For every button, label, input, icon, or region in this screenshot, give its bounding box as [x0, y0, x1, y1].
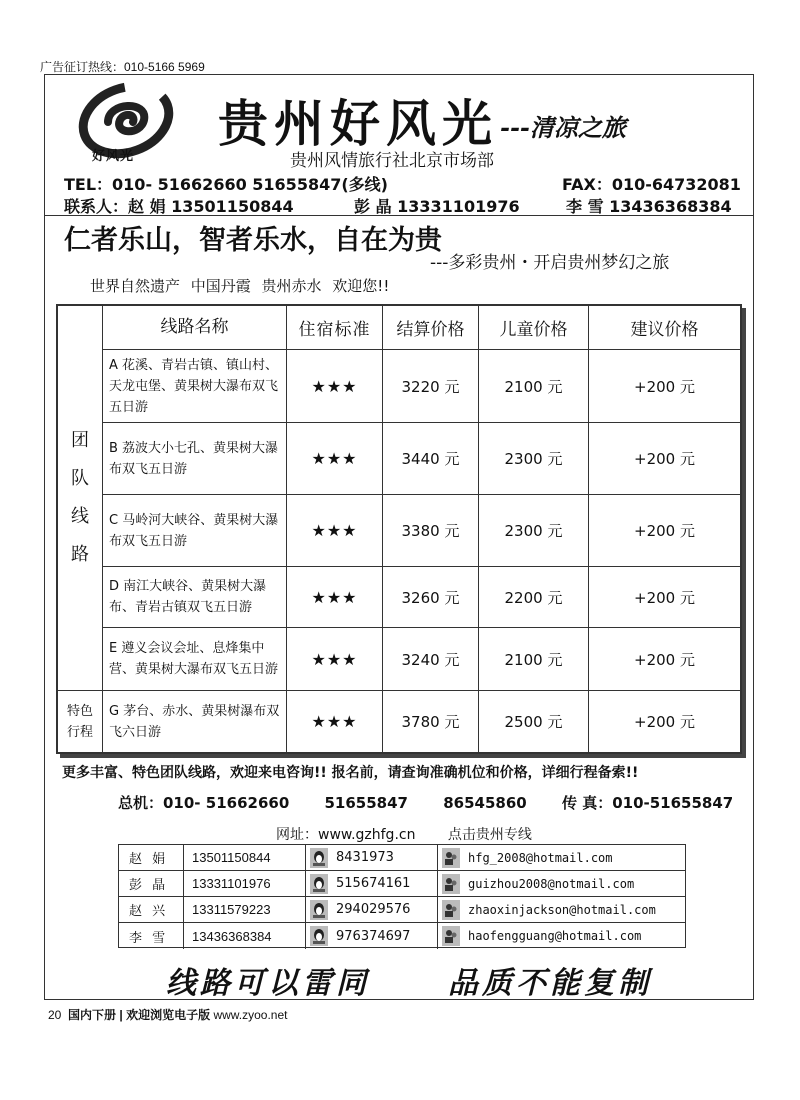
contact-mobile: 13501150844: [183, 845, 305, 870]
route-name: A 花溪、青岩古镇、镇山村、天龙屯堡、黄果树大瀑布双飞五日游: [102, 350, 286, 422]
route-name: D 南江大峡谷、黄果树大瀑布、青岩古镇双飞五日游: [102, 567, 286, 627]
msn-user-icon: [442, 874, 460, 894]
route-price-table: [56, 304, 742, 754]
msn-user-icon: [442, 926, 460, 946]
footer-separator: |: [119, 1008, 123, 1022]
page-number: 20: [48, 1008, 62, 1022]
contact-row: [119, 897, 685, 923]
contact-qq: 515674161: [305, 871, 437, 896]
telephone-line: TEL：010- 51662660 51655847(多线): [64, 175, 388, 194]
contact-table: [118, 844, 686, 948]
accommodation-stars: ★★★: [286, 628, 382, 690]
suggested-price: +200 元: [588, 567, 740, 627]
footer-label: 欢迎浏览电子版: [126, 1008, 211, 1022]
contact-name: 彭 晶: [129, 878, 169, 893]
contact-mobile: 13311579223: [183, 897, 305, 922]
contact-person-1: 联系人：赵 娟 13501150844: [64, 197, 294, 216]
qq-penguin-icon: [310, 874, 328, 894]
contact-name: 赵 兴: [129, 904, 169, 919]
qq-penguin-icon: [310, 900, 328, 920]
footer-section: 国内下册: [68, 1008, 117, 1022]
contact-email: hfg_2008@hotmail.com: [437, 845, 685, 870]
phone-numbers: [118, 792, 763, 813]
page-footer: [48, 1006, 288, 1023]
settlement-price: 3260 元: [382, 567, 478, 627]
msn-user-icon: [442, 900, 460, 920]
settlement-price: 3240 元: [382, 628, 478, 690]
fax-line: FAX：010-64732081: [562, 175, 741, 194]
main-phone: 总机：010- 51662660: [118, 794, 290, 812]
route-name: B 荔波大小七孔、黄果树大瀑布双飞五日游: [102, 423, 286, 494]
qq-penguin-icon: [310, 848, 328, 868]
suggested-price: +200 元: [588, 423, 740, 494]
route-name: E 遵义会议会址、息烽集中营、黄果树大瀑布双飞五日游: [102, 628, 286, 690]
header-child-price: 儿童价格: [478, 306, 588, 349]
brand-title: 贵州好风光: [218, 94, 498, 153]
header-suggested-price: 建议价格: [588, 306, 740, 349]
brand-subtitle: ---清凉之旅: [500, 113, 626, 142]
contact-name: 李 雪: [129, 930, 169, 946]
contact-mobile: 13436368384: [183, 923, 305, 949]
child-price: 2300 元: [478, 423, 588, 494]
contact-mobile: 13331101976: [183, 871, 305, 896]
settlement-price: 3220 元: [382, 350, 478, 422]
child-price: 2500 元: [478, 691, 588, 752]
contact-email: guizhou2008@notmail.com: [437, 871, 685, 896]
contact-row: [119, 871, 685, 897]
website-line: [276, 824, 532, 844]
contact-email: haofengguang@hotmail.com: [437, 923, 685, 949]
suggested-price: +200 元: [588, 350, 740, 422]
contact-qq: 8431973: [305, 845, 437, 870]
contact-person-2: 彭 晶 13331101976: [354, 197, 520, 216]
website-link-label[interactable]: 点击贵州专线: [447, 827, 532, 843]
qq-penguin-icon: [310, 926, 328, 946]
slogan-tags: 世界自然遗产 中国丹霞 贵州赤水 欢迎您!!: [90, 277, 390, 295]
child-price: 2100 元: [478, 350, 588, 422]
agency-name: 贵州风情旅行社北京市场部: [290, 151, 494, 171]
table-row: [102, 423, 740, 495]
phone-3: 86545860: [443, 794, 527, 812]
contact-name: 赵 娟: [129, 852, 169, 867]
ad-hotline: 广告征订热线：010-5166 5969: [40, 60, 205, 74]
slogan-sub: ---多彩贵州・开启贵州梦幻之旅: [430, 253, 670, 273]
child-price: 2200 元: [478, 567, 588, 627]
suggested-price: +200 元: [588, 691, 740, 752]
suggested-price: +200 元: [588, 628, 740, 690]
accommodation-stars: ★★★: [286, 691, 382, 752]
fax-number: 传 真：010-51655847: [561, 794, 734, 812]
contact-qq: 976374697: [305, 923, 437, 949]
route-name: C 马岭河大峡谷、黄果树大瀑布双飞五日游: [102, 495, 286, 566]
settlement-price: 3380 元: [382, 495, 478, 566]
table-row: [102, 567, 740, 628]
special-spacer: [58, 691, 102, 752]
motto-right: 品质不能复制: [448, 966, 652, 1001]
header-accommodation: 住宿标准: [286, 306, 382, 349]
contact-email: zhaoxinjackson@hotmail.com: [437, 897, 685, 922]
header-route-name: 线路名称: [102, 306, 286, 349]
group-routes-label: 团 队 线 路: [58, 306, 102, 691]
table-header-row: [102, 306, 740, 350]
special-routes-label: 特色行程: [66, 703, 93, 740]
msn-user-icon: [442, 848, 460, 868]
contact-qq: 294029576: [305, 897, 437, 922]
settlement-price: 3780 元: [382, 691, 478, 752]
table-row: [102, 628, 740, 691]
table-row: [102, 350, 740, 423]
settlement-price: 3440 元: [382, 423, 478, 494]
child-price: 2100 元: [478, 628, 588, 690]
child-price: 2300 元: [478, 495, 588, 566]
suggested-price: +200 元: [588, 495, 740, 566]
contact-persons: [64, 194, 732, 217]
route-name: G 茅台、赤水、黄果树瀑布双飞六日游: [102, 691, 286, 752]
slogan-main: 仁者乐山，智者乐水，自在为贵: [64, 225, 442, 256]
accommodation-stars: ★★★: [286, 567, 382, 627]
header-settlement-price: 结算价格: [382, 306, 478, 349]
contact-person-3: 李 雪 13436368384: [566, 197, 732, 216]
contact-row: [119, 845, 685, 871]
accommodation-stars: ★★★: [286, 423, 382, 494]
table-row: [58, 691, 740, 752]
divider: [44, 215, 754, 216]
contact-row: [119, 923, 685, 949]
footer-url[interactable]: www.zyoo.net: [213, 1008, 288, 1022]
phone-2: 51655847: [324, 794, 408, 812]
motto-left: 线路可以雷同: [166, 966, 370, 1001]
logo-text: 好风光: [92, 149, 135, 164]
accommodation-stars: ★★★: [286, 495, 382, 566]
more-info-note: 更多丰富、特色团队线路，欢迎来电咨询!! 报名前，请查询准确机位和价格，详细行程备索!!: [62, 765, 639, 781]
accommodation-stars: ★★★: [286, 350, 382, 422]
website-url[interactable]: 网址：www.gzhfg.cn: [276, 827, 416, 843]
table-row: [102, 495, 740, 567]
